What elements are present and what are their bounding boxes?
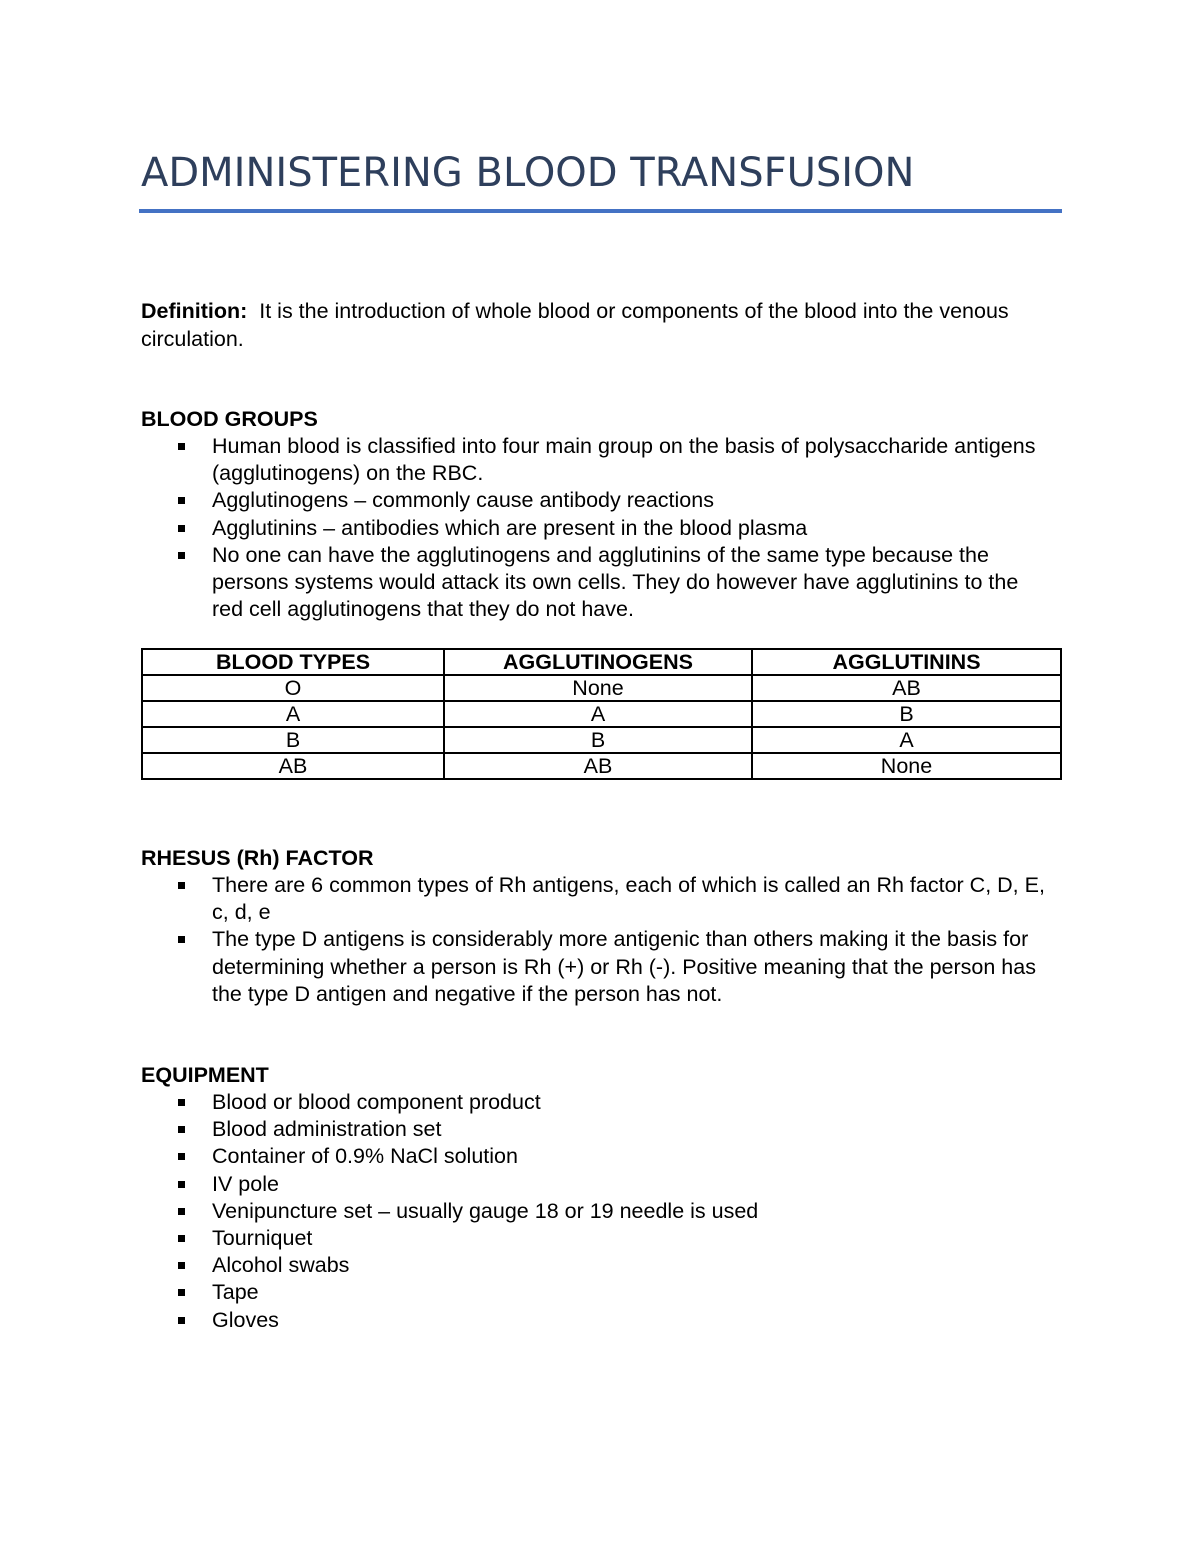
table-cell: O [142, 675, 444, 701]
table-row [142, 753, 1061, 779]
equipment-list [141, 1089, 1061, 1334]
list-item: Blood or blood component product [141, 1089, 1061, 1116]
table-cell: AB [142, 753, 444, 779]
table-cell: A [142, 701, 444, 727]
list-item: IV pole [141, 1171, 1061, 1198]
table-cell: None [752, 753, 1061, 779]
table-row [142, 701, 1061, 727]
list-item: There are 6 common types of Rh antigens, each of which is called an Rh factor C, D, E, c, d, e [141, 872, 1061, 926]
blood-groups-heading: BLOOD GROUPS [141, 407, 318, 431]
list-item: Agglutinogens – commonly cause antibody reactions [141, 487, 1041, 514]
table-cell: B [142, 727, 444, 753]
blood-types-table [141, 648, 1062, 780]
list-item: No one can have the agglutinogens and agglutinins of the same type because the persons systems would attack its own cells. They do however have agglutinins to the red cell agglutinogens that they do not have. [141, 542, 1041, 624]
table-cell: AB [444, 753, 752, 779]
table-header-cell: BLOOD TYPES [142, 649, 444, 675]
table-cell: B [444, 727, 752, 753]
table-row [142, 727, 1061, 753]
definition-paragraph [141, 298, 1041, 353]
list-item: Blood administration set [141, 1116, 1061, 1143]
table-header-cell: AGGLUTININS [752, 649, 1061, 675]
page-title: ADMINISTERING BLOOD TRANSFUSION [141, 150, 915, 196]
table-cell: A [752, 727, 1061, 753]
definition-label: Definition: [141, 299, 248, 323]
list-item: Agglutinins – antibodies which are present in the blood plasma [141, 515, 1041, 542]
rhesus-heading: RHESUS (Rh) FACTOR [141, 846, 374, 870]
table-cell: B [752, 701, 1061, 727]
title-underline [139, 209, 1062, 213]
list-item: Container of 0.9% NaCl solution [141, 1143, 1061, 1170]
list-item: Tape [141, 1279, 1061, 1306]
list-item: Gloves [141, 1307, 1061, 1334]
list-item: The type D antigens is considerably more antigenic than others making it the basis for determining whether a person is Rh (+) or Rh (-). Positive meaning that the person has the type D antigen and negative if the person has not. [141, 926, 1061, 1008]
rhesus-list [141, 872, 1061, 1008]
list-item: Human blood is classified into four main group on the basis of polysaccharide antigens (agglutinogens) on the RBC. [141, 433, 1041, 487]
list-item: Alcohol swabs [141, 1252, 1061, 1279]
definition-text: It is the introduction of whole blood or components of the blood into the venous circulation. [141, 299, 1009, 351]
list-item: Tourniquet [141, 1225, 1061, 1252]
table-cell: AB [752, 675, 1061, 701]
equipment-heading: EQUIPMENT [141, 1063, 269, 1087]
table-cell: None [444, 675, 752, 701]
blood-groups-list [141, 433, 1041, 623]
table-cell: A [444, 701, 752, 727]
table-row [142, 675, 1061, 701]
list-item: Venipuncture set – usually gauge 18 or 19 needle is used [141, 1198, 1061, 1225]
table-header-row [142, 649, 1061, 675]
table-header-cell: AGGLUTINOGENS [444, 649, 752, 675]
